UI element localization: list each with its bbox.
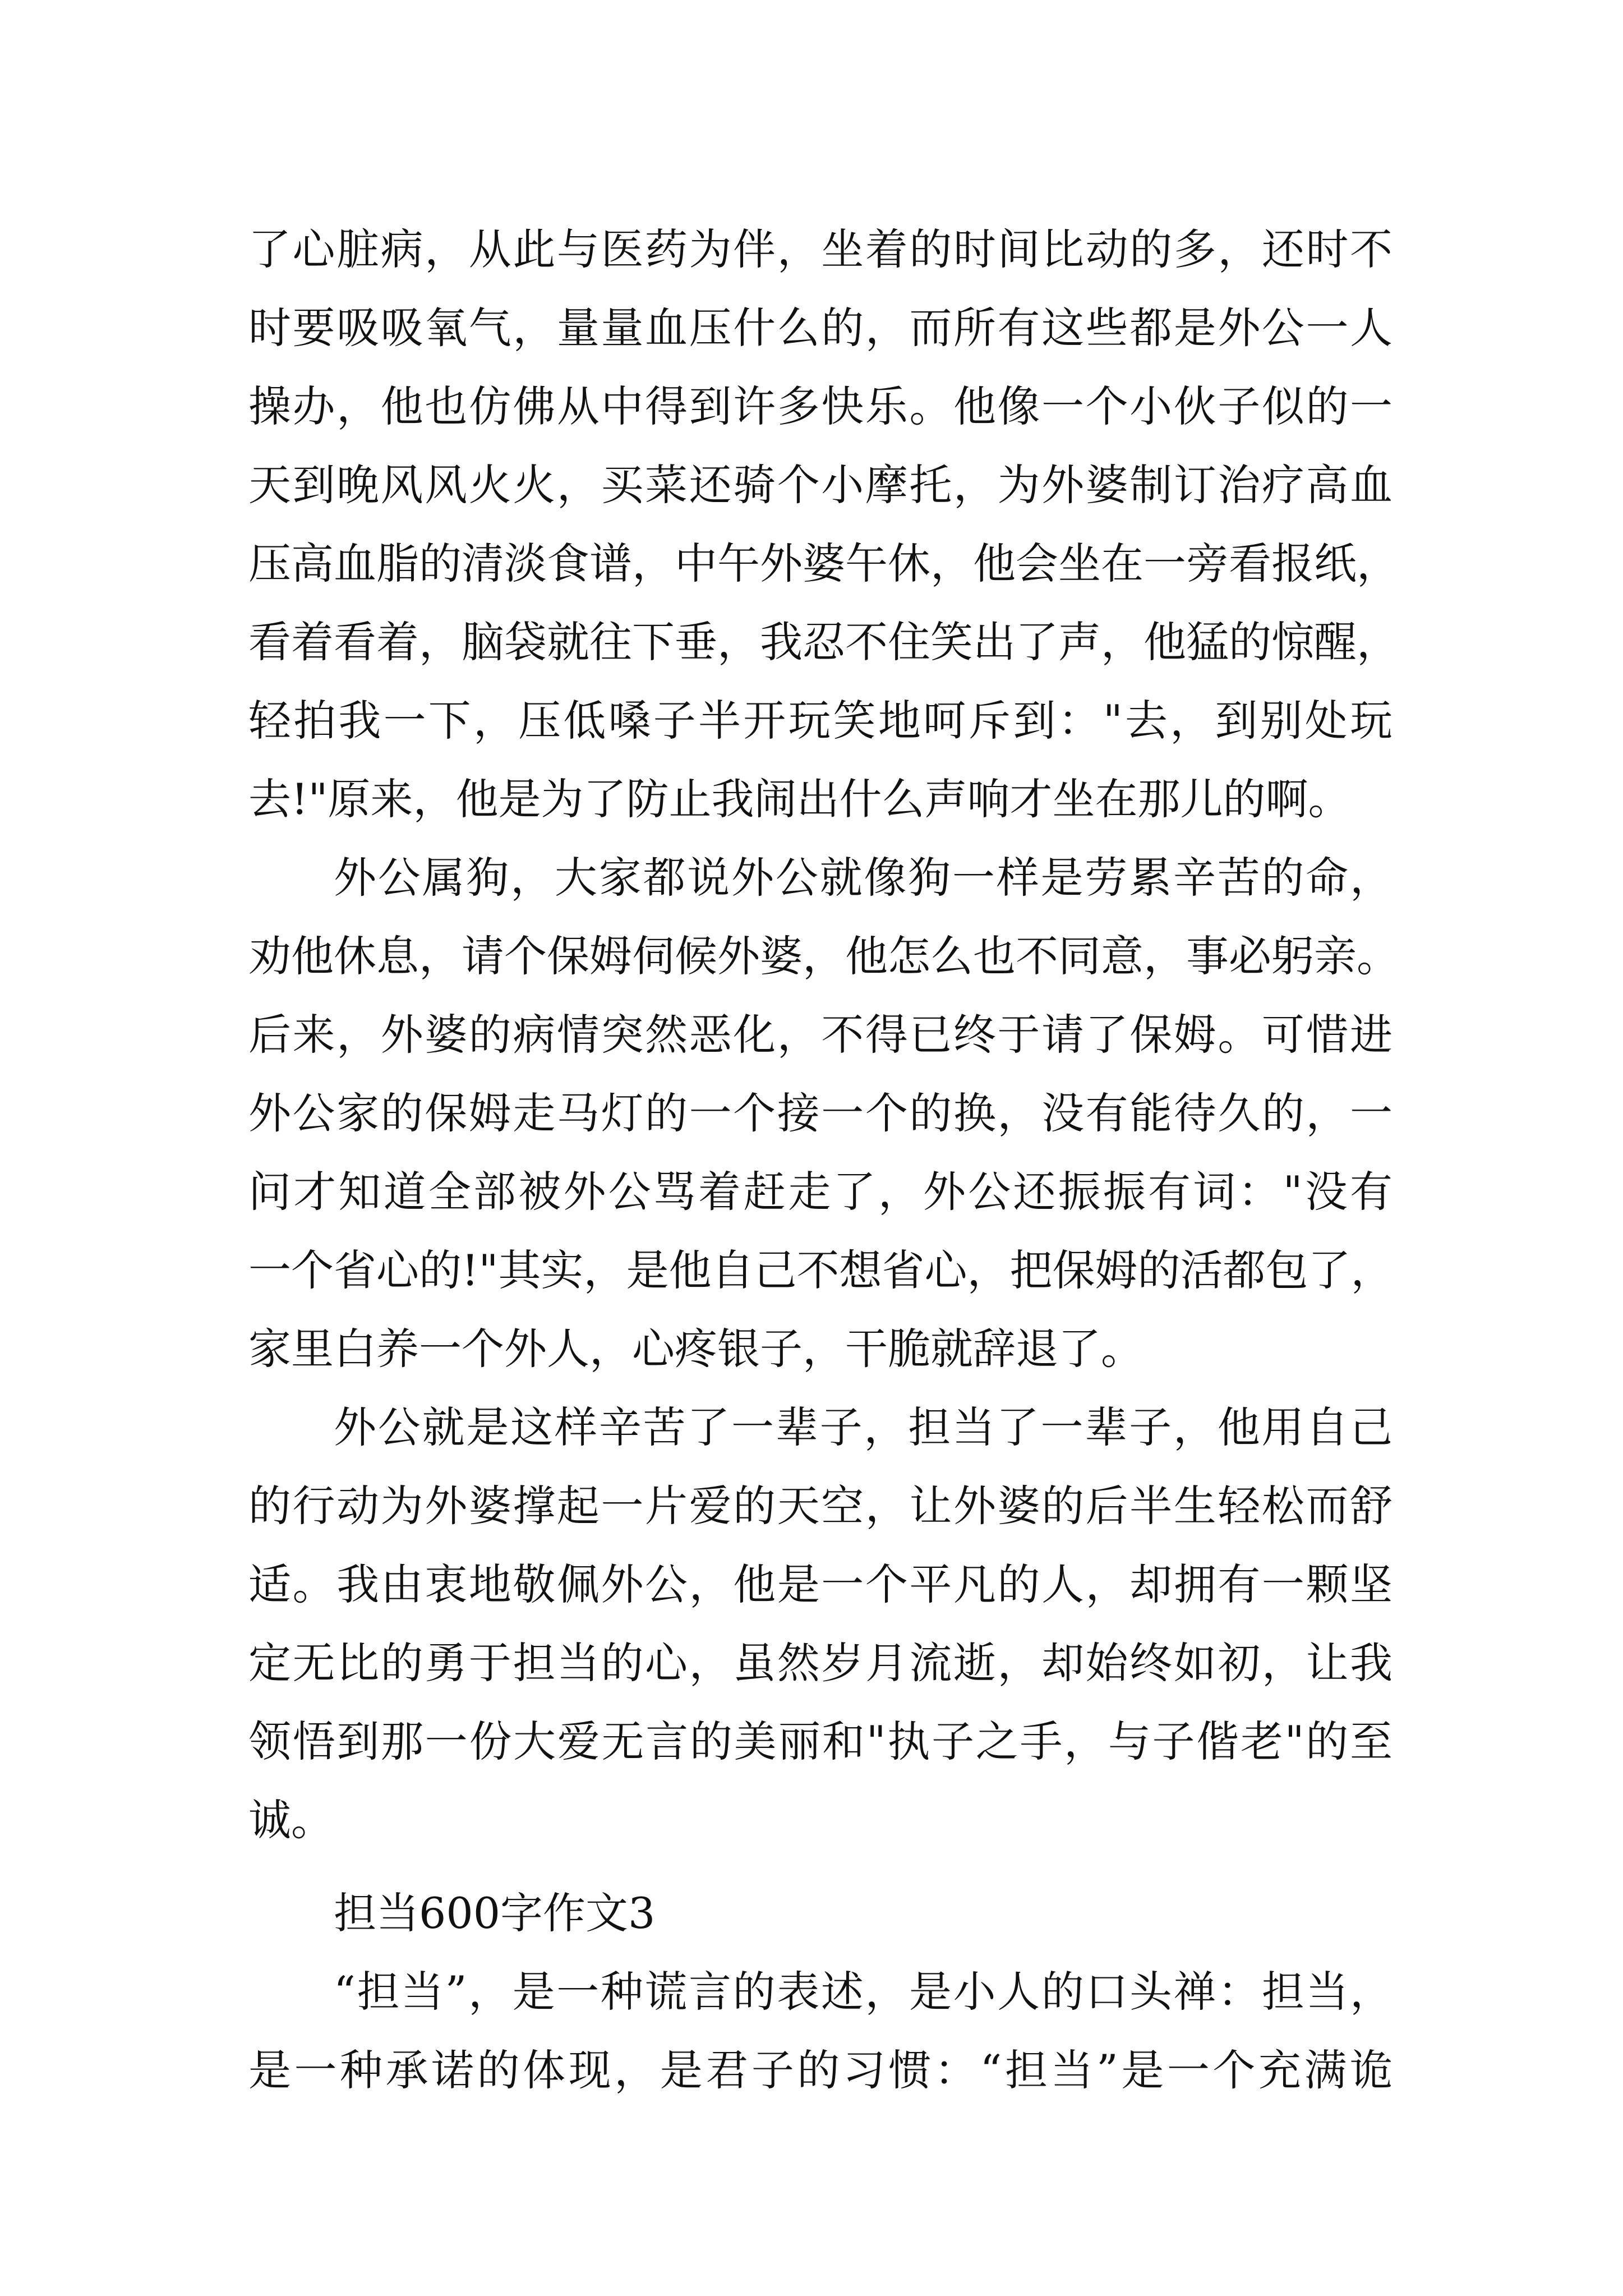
paragraph-line: 外公家的保姆走马灯的一个接一个的换，没有能待久的，一 — [248, 1088, 1393, 1138]
paragraph-4 — [248, 1953, 1393, 2110]
section-heading: 担当600字作文3 — [334, 1888, 656, 1938]
paragraph-line: “担当”，是一种谎言的表述，是小人的口头禅：担当， — [334, 1967, 1393, 2017]
paragraph-line: 领悟到那一份大爱无言的美丽和"执子之手，与子偕老"的至 — [248, 1717, 1393, 1766]
paragraph-line: 轻拍我一下，压低嗓子半开玩笑地呵斥到："去，到别处玩 — [248, 696, 1393, 746]
paragraph-line: 时要吸吸氧气，量量血压什么的，而所有这些都是外公一人 — [248, 303, 1393, 353]
paragraph-line: 劝他休息，请个保姆伺候外婆，他怎么也不同意，事必躬亲。 — [248, 931, 1399, 981]
paragraph-line: 了心脏病，从此与医药为伴，坐着的时间比动的多，还时不 — [248, 224, 1393, 274]
paragraph-line: 外公就是这样辛苦了一辈子，担当了一辈子，他用自己 — [334, 1402, 1393, 1452]
paragraph-line: 一个省心的!"其实，是他自己不想省心，把保姆的活都包了， — [248, 1245, 1394, 1295]
paragraph-line: 的行动为外婆撑起一片爱的天空，让外婆的后半生轻松而舒 — [248, 1481, 1393, 1531]
paragraph-line: 定无比的勇于担当的心，虽然岁月流逝，却始终如初，让我 — [248, 1638, 1393, 1688]
document-body — [248, 210, 1399, 2110]
paragraph-line: 操办，他也仿佛从中得到许多快乐。他像一个小伙子似的一 — [248, 381, 1393, 431]
paragraph-line: 后来，外婆的病情突然恶化，不得已终于请了保姆。可惜进 — [248, 1010, 1393, 1060]
paragraph-line: 家里白养一个外人，心疼银子，干脆就辞退了。 — [248, 1324, 1144, 1374]
paragraph-line: 诚。 — [248, 1795, 334, 1845]
paragraph-3 — [248, 1388, 1393, 1860]
paragraph-line: 是一种承诺的体现，是君子的习惯：“担当”是一个充满诡 — [248, 2045, 1393, 2095]
paragraph-line: 问才知道全部被外公骂着赶走了，外公还振振有词："没有 — [248, 1167, 1393, 1217]
paragraph-2 — [248, 839, 1399, 1388]
spacer — [248, 1860, 1393, 1874]
paragraph-line: 外公属狗，大家都说外公就像狗一样是劳累辛苦的命， — [334, 853, 1393, 903]
paragraph-line: 适。我由衷地敬佩外公，他是一个平凡的人，却拥有一颗坚 — [248, 1559, 1393, 1609]
paragraph-line: 压高血脂的清淡食谱，中午外婆午休，他会坐在一旁看报纸， — [248, 539, 1399, 588]
paragraph-line: 看着看着，脑袋就往下垂，我忍不住笑出了声，他猛的惊醒， — [248, 617, 1399, 667]
paragraph-line: 去!"原来，他是为了防止我闹出什么声响才坐在那儿的啊。 — [248, 774, 1351, 824]
paragraph-line: 天到晚风风火火，买菜还骑个小摩托，为外婆制订治疗高血 — [248, 460, 1393, 510]
paragraph-1 — [248, 210, 1399, 839]
